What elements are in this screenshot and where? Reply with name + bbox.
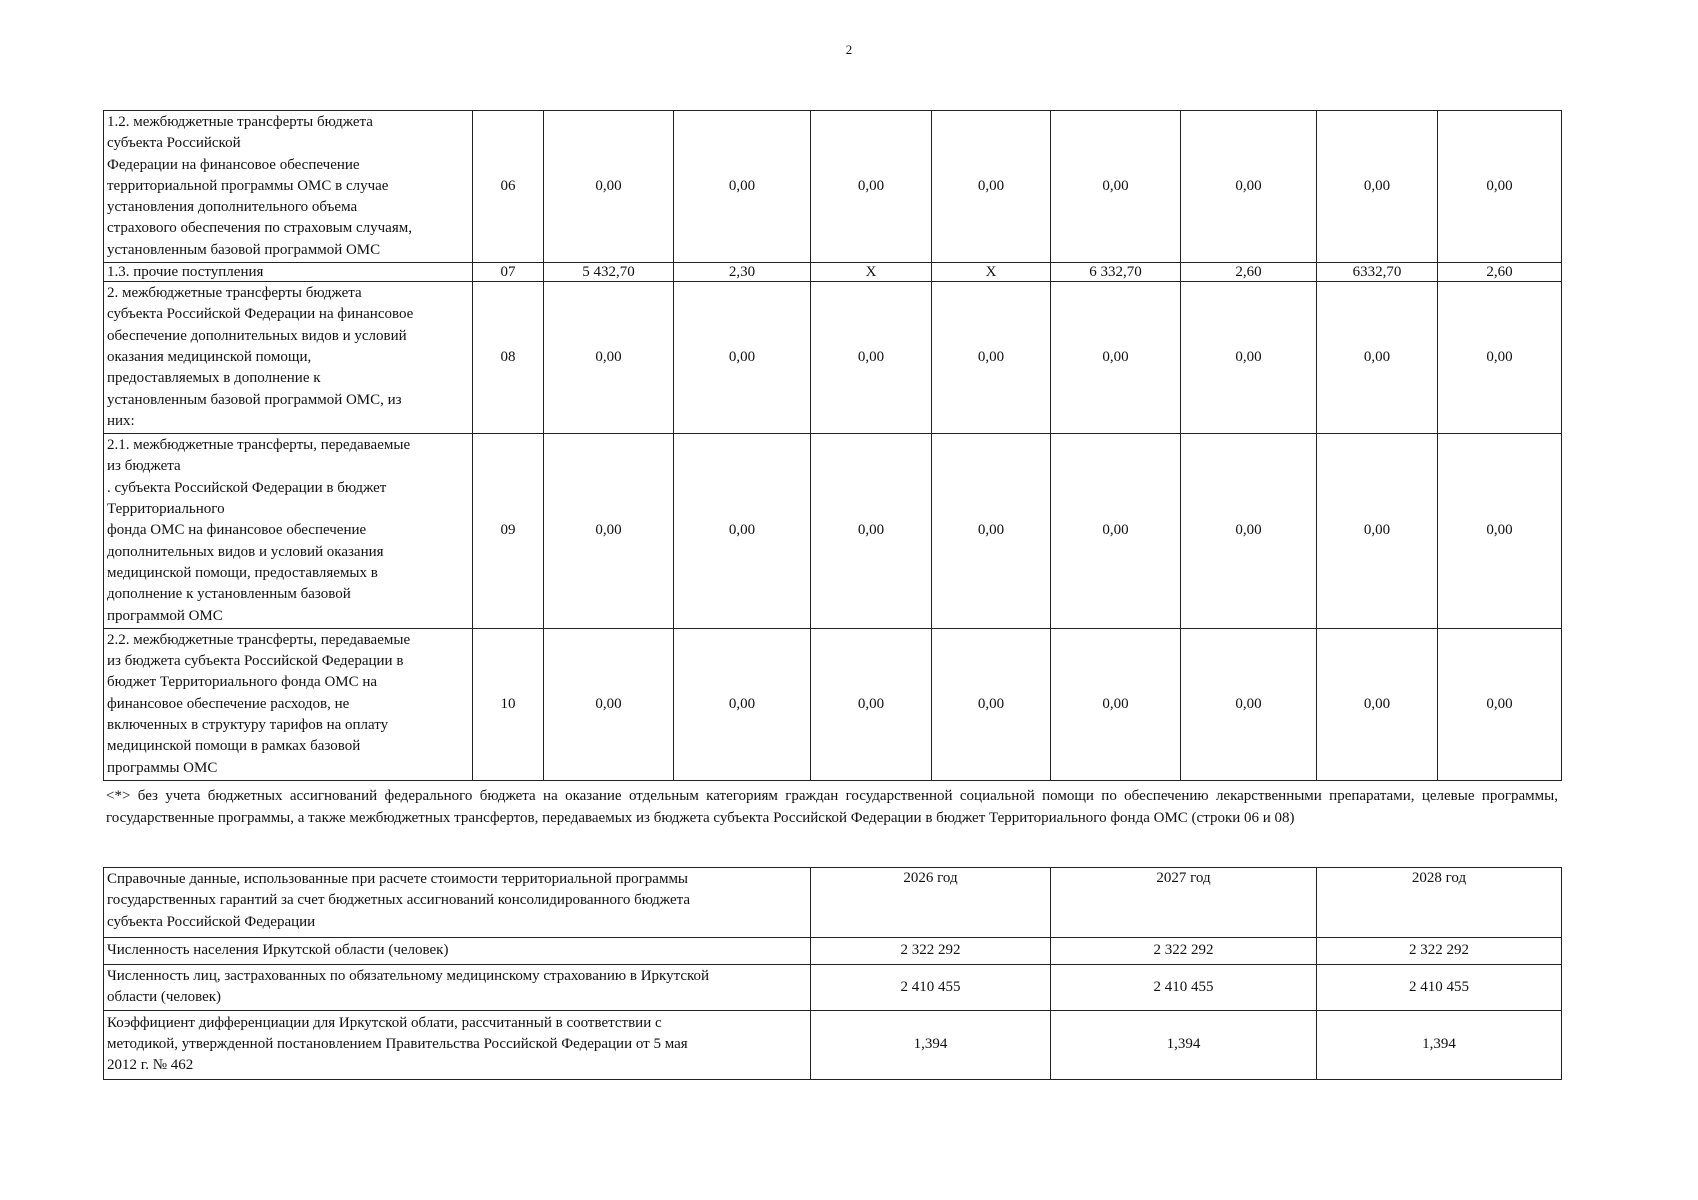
row-code: 07 xyxy=(473,263,544,282)
value-cell: 0,00 xyxy=(1181,111,1317,263)
text-line: . субъекта Российской Федерации в бюджет xyxy=(107,479,387,496)
budget-table xyxy=(103,110,1562,781)
text-line: установленным базовой программой ОМС, из xyxy=(107,391,402,408)
value-cell: 2 410 455 xyxy=(1317,965,1562,1011)
value-cell: 1,394 xyxy=(1051,1010,1317,1079)
value-cell: 2 410 455 xyxy=(1051,965,1317,1011)
text-line: 2.2. межбюджетные трансферты, передаваемые xyxy=(107,631,411,648)
page-number: 2 xyxy=(845,42,853,57)
value-cell: 0,00 xyxy=(1438,628,1562,780)
text-line: государственных гарантий за счет бюджетных ассигнований консолидированного бюджета xyxy=(107,892,690,909)
row-description xyxy=(104,263,473,282)
table-row xyxy=(104,1010,1562,1079)
text-line: Территориального xyxy=(107,501,225,518)
row-code: 06 xyxy=(473,111,544,263)
row-description xyxy=(104,434,473,629)
value-cell: 0,00 xyxy=(1438,111,1562,263)
value-cell: 0,00 xyxy=(932,434,1051,629)
text-line: бюджет Территориального фонда ОМС на xyxy=(107,674,378,691)
value-cell: 0,00 xyxy=(811,628,932,780)
row-code: 10 xyxy=(473,628,544,780)
text-line: медицинской помощи, предоставляемых в xyxy=(107,564,378,581)
value-cell: 0,00 xyxy=(674,434,811,629)
value-cell: 0,00 xyxy=(544,628,674,780)
text-line: фонда ОМС на финансовое обеспечение xyxy=(107,522,367,539)
text-line: финансовое обеспечение расходов, не xyxy=(107,695,350,712)
value-cell: 2 322 292 xyxy=(1051,938,1317,965)
value-cell: 0,00 xyxy=(1051,111,1181,263)
value-cell: 0,00 xyxy=(1317,111,1438,263)
year-header: 2028 год xyxy=(1317,868,1562,938)
text-line: Федерации на финансовое обеспечение xyxy=(107,156,360,173)
text-line: субъекта Российской Федерации на финансовое xyxy=(107,306,414,323)
value-cell: 0,00 xyxy=(932,628,1051,780)
year-header: 2026 год xyxy=(811,868,1051,938)
value-cell: 0,00 xyxy=(811,434,932,629)
row-label xyxy=(104,1010,811,1079)
text-line: установленным базовой программой ОМС xyxy=(107,241,381,258)
text-line: дополнение к установленным базовой xyxy=(107,586,351,603)
value-cell: 2,60 xyxy=(1438,263,1562,282)
value-cell: 6 332,70 xyxy=(1051,263,1181,282)
value-cell: 0,00 xyxy=(1181,282,1317,434)
text-line: Численность лиц, застрахованных по обязательному медицинскому страхованию в Иркутской xyxy=(107,968,710,984)
text-line: страхового обеспечения по страховым случаям, xyxy=(107,220,412,237)
text-line: Справочные данные, использованные при расчете стоимости территориальной программы xyxy=(107,871,689,887)
table-header-row xyxy=(104,868,1562,938)
text-line: 1.2. межбюджетные трансферты бюджета xyxy=(107,114,373,130)
text-line: программой ОМС xyxy=(107,607,223,624)
table-row xyxy=(104,938,1562,965)
row-description xyxy=(104,628,473,780)
text-line: обеспечение дополнительных видов и условий xyxy=(107,327,407,344)
value-cell: 0,00 xyxy=(1181,434,1317,629)
header-label xyxy=(104,868,811,938)
row-label xyxy=(104,938,811,965)
text-line: включенных в структуру тарифов на оплату xyxy=(107,717,389,734)
value-cell: 0,00 xyxy=(544,111,674,263)
value-cell: 0,00 xyxy=(1051,434,1181,629)
value-cell: 0,00 xyxy=(674,628,811,780)
text-line: 1.3. прочие поступления xyxy=(107,264,264,281)
table-row xyxy=(104,111,1562,263)
text-line: них: xyxy=(107,412,135,429)
row-code: 08 xyxy=(473,282,544,434)
value-cell: 1,394 xyxy=(811,1010,1051,1079)
text-line: субъекта Российской xyxy=(107,135,241,152)
table-row xyxy=(104,965,1562,1011)
value-cell: 0,00 xyxy=(1051,628,1181,780)
value-cell: 2,30 xyxy=(674,263,811,282)
value-cell: 1,394 xyxy=(1317,1010,1562,1079)
value-cell: 0,00 xyxy=(1438,434,1562,629)
value-cell: 0,00 xyxy=(1438,282,1562,434)
value-cell: 2,60 xyxy=(1181,263,1317,282)
text-line: области (человек) xyxy=(107,989,222,1006)
text-line: из бюджета xyxy=(107,458,181,475)
text-line: дополнительных видов и условий оказания xyxy=(107,543,384,560)
value-cell: Х xyxy=(932,263,1051,282)
text-line: программы ОМС xyxy=(107,759,218,776)
footnote: <*> без учета бюджетных ассигнований федерального бюджета на оказание отдельным категориям граждан государственной социальной помощи по обеспечению лекарственными препаратами, целевые программы, государственные программы, а также межбюджетных трансфертов, передаваемых из бюджета субъекта Российской Федерации в бюджет Территориального фонда ОМС (строки 06 и 08) xyxy=(106,788,1558,826)
value-cell: 0,00 xyxy=(1181,628,1317,780)
value-cell: 0,00 xyxy=(674,111,811,263)
value-cell: 0,00 xyxy=(811,111,932,263)
year-header: 2027 год xyxy=(1051,868,1317,938)
value-cell: 0,00 xyxy=(674,282,811,434)
value-cell: 5 432,70 xyxy=(544,263,674,282)
row-description xyxy=(104,282,473,434)
row-label xyxy=(104,965,811,1011)
value-cell: 0,00 xyxy=(811,282,932,434)
text-line: Коэффициент дифференциации для Иркутской облати, рассчитанный в соответствии с xyxy=(107,1014,662,1031)
text-line: 2.1. межбюджетные трансферты, передаваемые xyxy=(107,437,411,454)
text-line: методикой, утвержденной постановлением Правительства Российской Федерации от 5 мая xyxy=(107,1035,688,1052)
text-line: территориальной программы ОМС в случае xyxy=(107,177,389,194)
text-line: 2. межбюджетные трансферты бюджета xyxy=(107,285,362,302)
text-line: Численность населения Иркутской области (человек) xyxy=(107,942,449,959)
text-line: оказания медицинской помощи, xyxy=(107,348,312,365)
text-line: субъекта Российской Федерации xyxy=(107,913,316,930)
value-cell: 6332,70 xyxy=(1317,263,1438,282)
value-cell: 0,00 xyxy=(932,282,1051,434)
table-row xyxy=(104,628,1562,780)
value-cell: 2 322 292 xyxy=(811,938,1051,965)
reference-data-table xyxy=(103,867,1562,1080)
text-line: установления дополнительного объема xyxy=(107,199,358,216)
row-description xyxy=(104,111,473,263)
value-cell: 0,00 xyxy=(932,111,1051,263)
value-cell: 0,00 xyxy=(1317,628,1438,780)
table-row xyxy=(104,434,1562,629)
value-cell: 0,00 xyxy=(544,282,674,434)
value-cell: 0,00 xyxy=(1051,282,1181,434)
value-cell: 0,00 xyxy=(544,434,674,629)
value-cell: 0,00 xyxy=(1317,434,1438,629)
text-line: из бюджета субъекта Российской Федерации в xyxy=(107,653,404,670)
text-line: медицинской помощи в рамках базовой xyxy=(107,738,361,755)
value-cell: Х xyxy=(811,263,932,282)
value-cell: 2 410 455 xyxy=(811,965,1051,1011)
text-line: 2012 г. № 462 xyxy=(107,1057,194,1074)
value-cell: 2 322 292 xyxy=(1317,938,1562,965)
table-row xyxy=(104,263,1562,282)
value-cell: 0,00 xyxy=(1317,282,1438,434)
row-code: 09 xyxy=(473,434,544,629)
text-line: предоставляемых в дополнение к xyxy=(107,370,321,387)
table-row xyxy=(104,282,1562,434)
